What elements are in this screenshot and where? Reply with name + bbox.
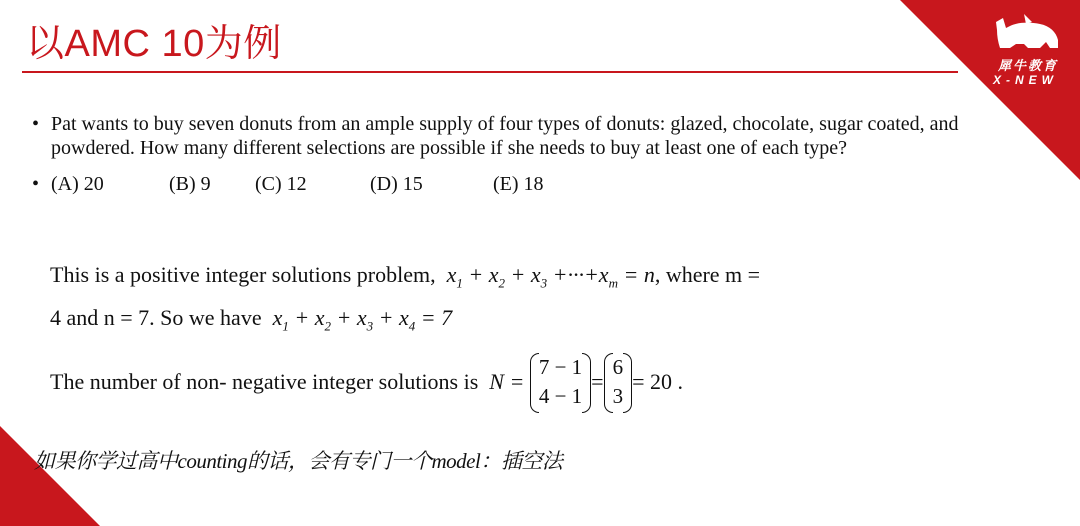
solution-line-1	[50, 262, 760, 291]
choice-e: (E) 18	[493, 173, 544, 195]
choices-bullet	[32, 172, 992, 196]
bullet-dot: •	[32, 113, 40, 135]
logo-english-name: X-NEW	[993, 73, 1058, 87]
solution-line-3-text: The number of non- negative integer solutions is	[50, 369, 479, 394]
solution-line-3: The number of non- negative integer solutions is N = 7 − 1 4 − 1 = 6 3 = 20 .	[50, 353, 683, 411]
method-note: 如果你学过高中counting的话，会有专门一个model：插空法	[34, 449, 563, 473]
solution-line-2	[50, 305, 452, 334]
question-text: Pat wants to buy seven donuts from an ample supply of four types of donuts: glazed, chocolate, sugar coated, and powdered. How many different selections are possible if she needs to buy at least one of each type?	[51, 113, 959, 159]
result-value: = 20 .	[632, 369, 684, 394]
solution-line-2-text: 4 and n = 7. So we have	[50, 305, 262, 330]
logo-chinese-name: 犀牛教育	[998, 58, 1059, 73]
title-underline	[22, 71, 958, 73]
binomial-7-1-over-4-1: 7 − 1 4 − 1	[530, 353, 591, 411]
choice-c: (C) 12	[255, 173, 307, 195]
corner-decoration	[0, 426, 100, 526]
solution-line-1-tail: , where m =	[654, 262, 761, 287]
bullet-dot: •	[32, 173, 40, 195]
question-block	[32, 112, 992, 196]
specific-equation: $x_1 + x_2 + x_3 + x_4 = 7$	[272, 305, 453, 334]
choice-d: (D) 15	[370, 173, 423, 195]
slide-title: 以AMC 10为例	[26, 23, 282, 65]
n-equals: N =	[489, 369, 525, 394]
solution-line-1-text: This is a positive integer solutions problem,	[50, 262, 436, 287]
question-bullet	[32, 112, 992, 160]
sum-equation: $x_1 + x_2 + x_3 +\cdot\cdot\cdot+x_m = n$	[446, 262, 655, 291]
binomial-6-over-3: 6 3	[604, 353, 633, 411]
choice-a: (A) 20	[51, 173, 104, 195]
choice-b: (B) 9	[169, 173, 211, 195]
